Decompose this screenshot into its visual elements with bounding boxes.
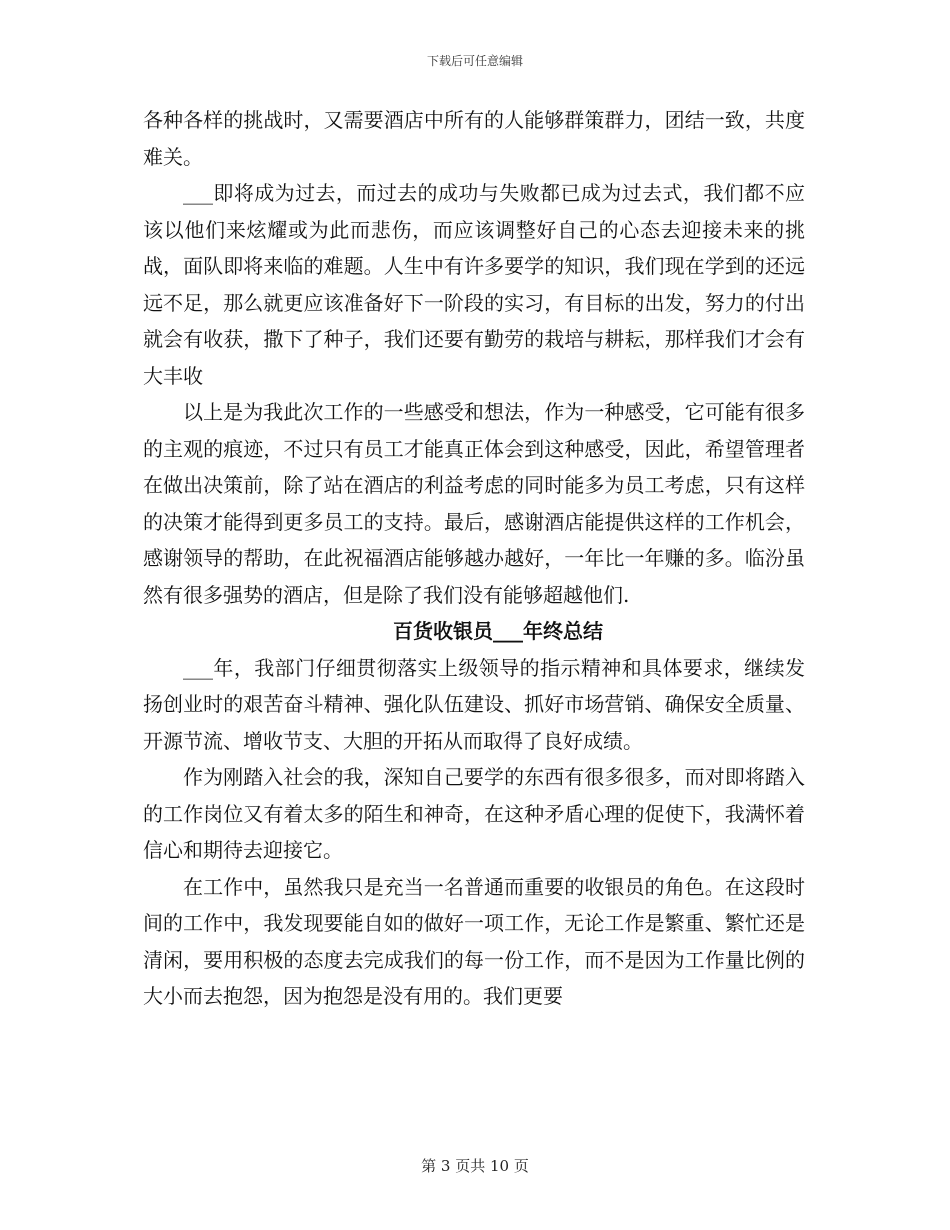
section-title: 百货收银员___年终总结: [393, 619, 603, 643]
paragraph-continued: 各种各样的挑战时，又需要酒店中所有的人能够群策群力，团结一致，共度难关。: [143, 108, 805, 169]
paragraph: ___年，我部门仔细贯彻落实上级领导的指示精神和具体要求，继续发扬创业时的艰苦奋斗精神、强化队伍建设、抓好市场营销、确保安全质量、开源节流、增收节支、大胆的开拓从而取得了良好成绩。: [143, 655, 805, 753]
paragraph: ___即将成为过去，而过去的成功与失败都已成为过去式，我们都不应该以他们来炫耀或为此而悲伤，而应该调整好自己的心态去迎接未来的挑战，面队即将来临的难题。人生中有许多要学的知识，我们现在学到的还远远不足，那么就更应该准备好下一阶段的实习，有目标的出发，努力的付出就会有收获，撒下了种子，我们还要有勤劳的栽培与耕耘，那样我们才会有大丰收: [143, 181, 805, 388]
document-body: [143, 102, 805, 1015]
page-number: 第 3 页共 10 页: [421, 1157, 529, 1175]
paragraph: 作为刚踏入社会的我，深知自己要学的东西有很多很多，而对即将踏入的工作岗位又有着太多的陌生和神奇，在这种矛盾心理的促使下，我满怀着信心和期待去迎接它。: [143, 765, 805, 862]
paragraph: 以上是为我此次工作的一些感受和想法，作为一种感受，它可能有很多的主观的痕迹，不过只有员工才能真正体会到这种感受，因此，希望管理者在做出决策前，除了站在酒店的利益考虑的同时能多为员工考虑，只有这样的决策才能得到更多员工的支持。最后，感谢酒店能提供这样的工作机会，感谢领导的帮助，在此祝福酒店能够越办越好，一年比一年赚的多。临汾虽然有很多强势的酒店，但是除了我们没有能够超越他们.: [143, 400, 805, 607]
page-header: 下载后可任意编辑: [426, 54, 523, 68]
paragraph: 在工作中，虽然我只是充当一名普通而重要的收银员的角色。在这段时间的工作中，我发现要能自如的做好一项工作，无论工作是繁重、繁忙还是清闲，要用积极的态度去完成我们的每一份工作，而不是因为工作量比例的大小而去抱怨，因为抱怨是没有用的。我们更要: [143, 874, 805, 1008]
